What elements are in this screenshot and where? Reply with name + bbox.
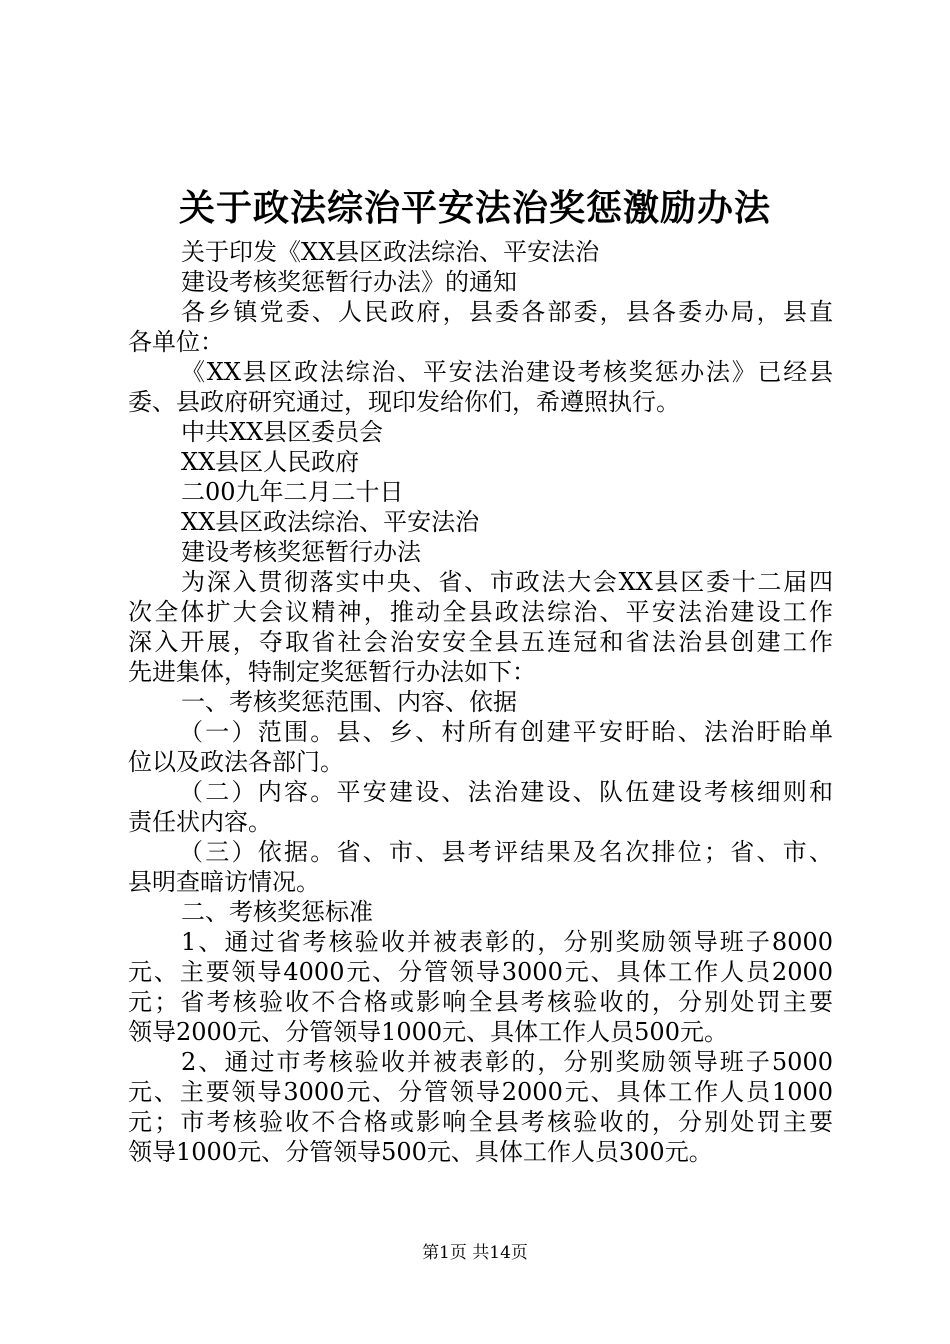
- page-footer: 第1页 共14页: [422, 1243, 528, 1263]
- paragraph-line: （一）范围。县、乡、村所有创建平安盱眙、法治盱眙单: [179, 718, 833, 746]
- paragraph-line: 2、通过市考核验收并被表彰的，分别奖励领导班子5000: [181, 1048, 833, 1076]
- section-heading: 一、考核奖惩范围、内容、依据: [181, 688, 517, 716]
- paragraph-line: （二）内容。平安建设、法治建设、队伍建设考核细则和: [179, 778, 833, 806]
- paragraph-line: 中共XX县区委员会: [181, 418, 384, 446]
- paragraph-line: 关于印发《XX县区政法综治、平安法治: [181, 238, 600, 266]
- paragraph-line: 领导1000元、分管领导500元、具体工作人员300元。: [128, 1138, 713, 1166]
- paragraph-line: 各单位：: [128, 328, 224, 356]
- paragraph-line: XX县区政法综治、平安法治: [181, 508, 480, 536]
- paragraph-line: 建设考核奖惩暂行办法: [181, 538, 421, 566]
- paragraph-line: 《XX县区政法综治、平安法治建设考核奖惩办法》已经县: [181, 358, 833, 386]
- document-body: [128, 237, 833, 1167]
- paragraph-line: 二00九年二月二十日: [181, 478, 404, 506]
- paragraph-line: 先进集体，特制定奖惩暂行办法如下：: [128, 658, 536, 686]
- paragraph-line: 位以及政法各部门。: [128, 748, 344, 776]
- document-title: 关于政法综治平安法治奖惩激励办法: [178, 187, 771, 229]
- paragraph-line: 元；市考核验收不合格或影响全县考核验收的，分别处罚主要: [128, 1108, 833, 1136]
- paragraph-line: 元；省考核验收不合格或影响全县考核验收的，分别处罚主要: [128, 988, 833, 1016]
- paragraph-line: 次全体扩大会议精神，推动全县政法综治、平安法治建设工作: [128, 598, 833, 626]
- paragraph-line: 元、主要领导3000元、分管领导2000元、具体工作人员1000: [128, 1078, 833, 1106]
- paragraph-line: （三）依据。省、市、县考评结果及名次排位；省、市、: [179, 838, 833, 866]
- paragraph-line: 责任状内容。: [128, 808, 272, 836]
- paragraph-line: 为深入贯彻落实中央、省、市政法大会XX县区委十二届四: [181, 568, 833, 596]
- paragraph-line: 深入开展，夺取省社会治安安全县五连冠和省法治县创建工作: [128, 628, 833, 656]
- paragraph-line: 县明查暗访情况。: [128, 868, 320, 896]
- paragraph-line: 委、县政府研究通过，现印发给你们，希遵照执行。: [128, 388, 680, 416]
- paragraph-line: 建设考核奖惩暂行办法》的通知: [181, 268, 517, 296]
- paragraph-line: 各乡镇党委、人民政府，县委各部委，县各委办局，县直: [181, 298, 833, 326]
- section-heading: 二、考核奖惩标准: [181, 898, 373, 926]
- paragraph-line: XX县区人民政府: [181, 448, 360, 476]
- paragraph-line: 领导2000元、分管领导1000元、具体工作人员500元。: [128, 1018, 728, 1046]
- paragraph-line: 1、通过省考核验收并被表彰的，分别奖励领导班子8000: [181, 928, 833, 956]
- paragraph-line: 元、主要领导4000元、分管领导3000元、具体工作人员2000: [128, 958, 833, 986]
